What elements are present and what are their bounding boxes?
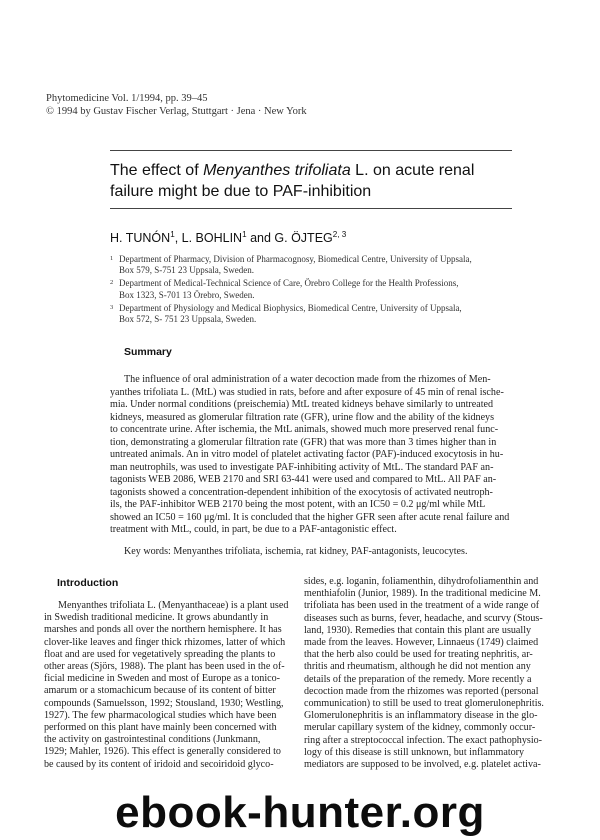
- affiliation-line: Department of Physiology and Medical Biophysics, Biomedical Centre, University of Uppsala,: [119, 302, 462, 313]
- affiliation-item: [110, 278, 540, 300]
- title-part: L. on acute renal failure might be due to PAF-inhibition: [110, 162, 475, 200]
- abstract-line: mia. Under normal conditions (preischemia) MtL treated kidneys behave similarly to untreated: [110, 399, 494, 410]
- abstract-line: untreated animals. An in vitro model of platelet activating factor (PAF)-induced exocytosis in hu-: [110, 449, 504, 460]
- journal-line-2: © 1994 by Gustav Fischer Verlag, Stuttgart · Jena · New York: [46, 106, 307, 117]
- body-column-left: [44, 600, 292, 771]
- affiliation-line: Department of Medical-Technical Science of Care, Örebro College for the Health Professions,: [119, 278, 459, 289]
- body-line: Menyanthes trifoliata L. (Menyanthaceae) is a plant used: [58, 600, 289, 611]
- author-affil-ref: 1: [242, 230, 247, 239]
- abstract-line: man neutrophils, was used to investigate PAF-inhibiting activity of MtL. The standard PAF an-: [110, 461, 494, 473]
- body-line: made from the leaves. However, Linnaeus (1749) claimed: [304, 637, 539, 649]
- abstract-line: treatment with MtL, could, in part, be due to a PAF-antagonistic effect.: [110, 524, 397, 535]
- abstract-line: tion, demonstrating a glomerular filtration rate (GFR) that was more than 3 times higher than in: [110, 436, 497, 448]
- abstract-line: kidneys, measured as glomerular filtration rate (GFR), urine flow and the ability of the kidneys: [110, 411, 495, 423]
- affiliations: [110, 254, 540, 327]
- body-line: be caused by its content of iridoid and secoiridoid glyco-: [44, 758, 274, 770]
- journal-line-1: Phytomedicine Vol. 1/1994, pp. 39–45: [46, 93, 208, 104]
- body-line: ficial medicine in Sweden and most of Europe as a tonico-: [44, 673, 281, 685]
- body-column-right: [304, 576, 552, 771]
- body-line: float and are used for vegetatively spreading the plants to: [44, 648, 276, 660]
- body-line: land, 1930). Remedies that contain this plant are usually: [304, 624, 532, 636]
- body-line: compounds (Samuelsson, 1992; Stousland, 1930; Westling,: [44, 697, 284, 709]
- abstract-line: tagonists showed a concentration-dependent inhibition of the exocytosis of activated neutroph-: [110, 486, 493, 498]
- title-rule-bottom: [110, 208, 512, 209]
- body-line: communication) to still be used to treat glomerulonephritis.: [304, 698, 544, 710]
- body-line: other areas (Sjörs, 1988). The plant has been used in the of-: [44, 661, 285, 673]
- body-line: details of the preparation of the remedy. More recently a: [304, 673, 532, 685]
- body-line: ring after a streptococcal infection. The exact pathophysio-: [304, 734, 543, 746]
- body-line: in Swedish traditional medicine. It grows abundantly in: [44, 612, 269, 624]
- author-name: and G. ÖJTEG: [246, 231, 333, 246]
- affiliation-item: [110, 303, 540, 325]
- affiliation-line: Box 579, S-751 23 Uppsala, Sweden.: [119, 265, 254, 276]
- author-affil-ref: 1: [170, 230, 175, 239]
- affiliation-line: Box 1323, S-701 13 Örebro, Sweden.: [119, 289, 255, 300]
- abstract-line: tagonists WEB 2086, WEB 2170 and SRI 63-441 were used and compared to MtL. All PAF an-: [110, 474, 497, 485]
- body-line: performed on this plant have mainly been concerned with: [44, 722, 277, 734]
- body-line: 1927). The few pharmacological studies which have been: [44, 709, 277, 721]
- body-line: 1929; Mahler, 1926). This effect is generally considered to: [44, 746, 281, 758]
- affiliation-number: 2: [110, 279, 114, 287]
- body-line: clover-like leaves and finger thick rhizomes, latter of which: [44, 636, 286, 648]
- affiliation-number: 1: [110, 255, 114, 262]
- body-line: sides, e.g. loganin, foliamenthin, dihydrofoliamenthin and: [304, 576, 539, 587]
- body-line: logy of this disease is still unknown, but inflammatory: [304, 746, 525, 758]
- affiliation-number: 3: [110, 303, 114, 311]
- title-species: Menyanthes trifoliata: [203, 162, 351, 179]
- abstract-line: yanthes trifoliata L. (MtL) was studied in rats, before and after exposure of 45 min of renal ische-: [110, 386, 504, 398]
- abstract-line: ils, the PAF-inhibitor WEB 2170 being the most potent, with an IC50 = 0.2 μg/ml while MtL: [110, 499, 486, 510]
- body-line: thritis and rheumatism, although he did not mention any: [304, 661, 531, 673]
- keywords: Key words: Menyanthes trifoliata, ischemia, rat kidney, PAF-antagonists, leucocytes.: [124, 546, 468, 557]
- body-line: decoction made from the rhizomes was reported (personal: [304, 685, 539, 697]
- title-rule-top: [110, 150, 512, 151]
- body-line: merular capillary system of the kidney, commonly occur-: [304, 722, 536, 734]
- affiliation-item: [110, 254, 540, 276]
- author-name: , L. BOHLIN: [174, 231, 243, 246]
- body-line: trifoliata has been used in the treatment of a wide range of: [304, 600, 540, 612]
- body-line: that the herb also could be used for treating nephritis, ar-: [304, 649, 533, 661]
- title-part: The effect of: [110, 162, 204, 179]
- author-name: H. TUNÓN: [110, 231, 171, 246]
- body-line: Glomerulonephritis is an inflammatory disease in the glo-: [304, 710, 538, 722]
- body-line: the activity on gastrointestinal conditions (Junkmann,: [44, 734, 261, 746]
- abstract-line: showed an IC50 = 160 μg/ml. It is concluded that the higher GFR seen after acute renal failure and: [110, 511, 510, 523]
- summary-heading: Summary: [124, 346, 172, 358]
- abstract: [110, 374, 514, 537]
- body-line: menthiafolin (Junior, 1989). In the traditional medicine M.: [304, 588, 541, 600]
- body-line: amarum or a stomachicum because of its content of bitter: [44, 685, 276, 697]
- body-line: diseases such as burns, fever, headache, and scurvy (Stous-: [304, 612, 543, 624]
- author-list: [110, 230, 346, 245]
- article-title: [110, 160, 520, 202]
- author-affil-ref: 2, 3: [332, 230, 347, 239]
- journal-citation: [46, 92, 307, 118]
- affiliation-line: Box 572, S- 751 23 Uppsala, Sweden.: [119, 314, 257, 325]
- watermark-text: ebook-hunter.org: [115, 788, 485, 837]
- affiliation-line: Department of Pharmacy, Division of Pharmacognosy, Biomedical Centre, University of Uppsala,: [119, 254, 472, 264]
- introduction-heading: Introduction: [57, 577, 119, 589]
- body-line: mediators are supposed to be involved, e.g. platelet activa-: [304, 759, 541, 771]
- abstract-line: to concentrate urine. After ischemia, the MtL animals, showed much more preserved renal func-: [110, 424, 499, 435]
- body-line: marshes and ponds all over the northern hemisphere. It has: [44, 624, 282, 636]
- abstract-line: The influence of oral administration of a water decoction made from the rhizomes of Men-: [124, 374, 491, 385]
